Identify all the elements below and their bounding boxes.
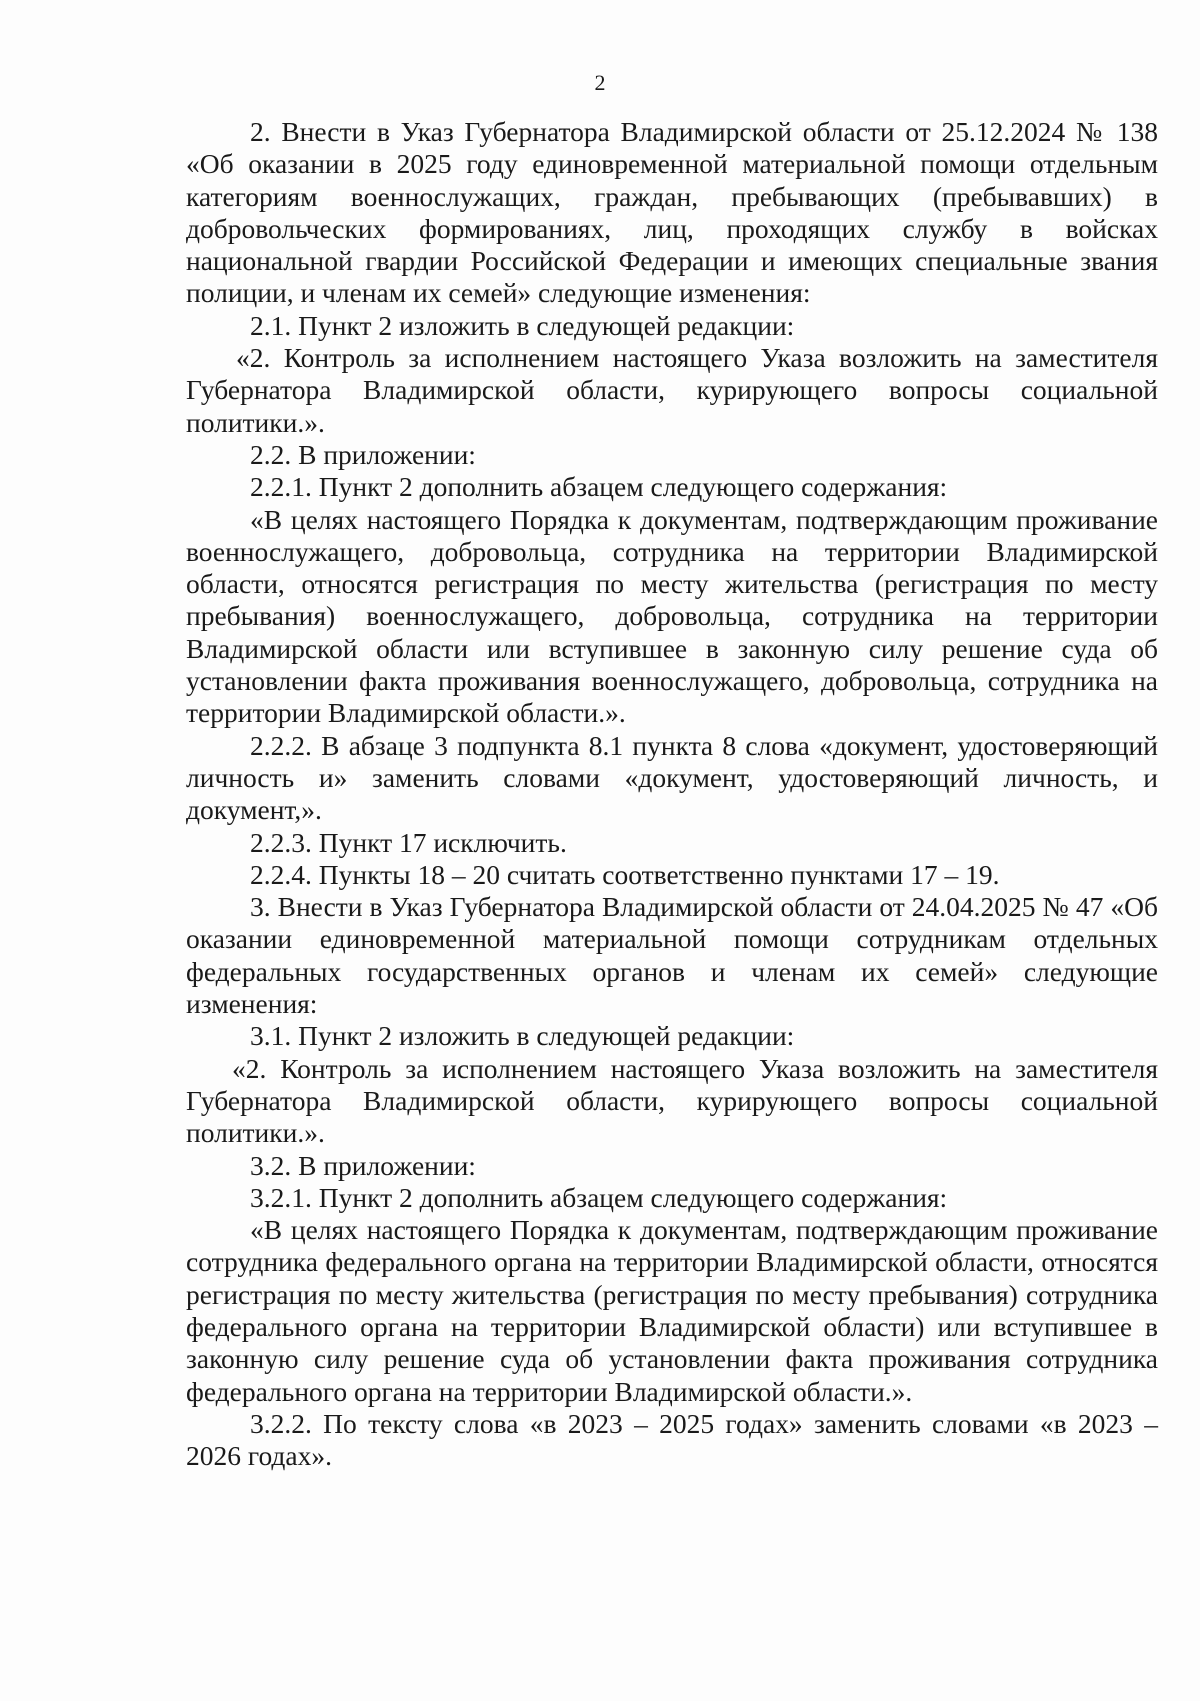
paragraph-section-2: 2. Внести в Указ Губернатора Владимирской области от 25.12.2024 № 138 «Об оказании в 2025 году единовременной материальной помощи отдельным категориям военнослужащих, граждан, пребывающих (пребывавших) в добровольческих формированиях, лиц, проходящих службу в войсках национальной гвардии Российской Федерации и имеющих специальные звания полиции, и членам их семей» следующие изменения: bbox=[186, 116, 1158, 309]
page-number: 2 bbox=[594, 70, 606, 95]
paragraph-2-1: 2.1. Пункт 2 изложить в следующей редакции: bbox=[250, 309, 795, 341]
document-body bbox=[186, 116, 1158, 1472]
paragraph-2-2-4: 2.2.4. Пункты 18 – 20 считать соответственно пунктами 17 – 19. bbox=[250, 858, 1000, 890]
paragraph-2-2-1: 2.2.1. Пункт 2 дополнить абзацем следующего содержания: bbox=[250, 471, 948, 503]
paragraph-2-2: 2.2. В приложении: bbox=[250, 438, 476, 470]
paragraph-2-2-1-quote: «В целях настоящего Порядка к документам, подтверждающим проживание военнослужащего, добровольца, сотрудника на территории Владимирской области, относятся регистрация по месту жительства (регистрация по месту пребывания) военнослужащего, добровольца, сотрудника на территории Владимирской области или вступившее в законную силу решение суда об установлении факта проживания военнослужащего, добровольца, сотрудника на территории Владимирской области.». bbox=[186, 503, 1158, 729]
paragraph-2-2-3: 2.2.3. Пункт 17 исключить. bbox=[250, 826, 567, 858]
paragraph-3-1-quote: «2. Контроль за исполнением настоящего Указа возложить на заместителя Губернатора Владимирской области, курирующего вопросы социальной политики.». bbox=[186, 1052, 1158, 1149]
paragraph-3-2: 3.2. В приложении: bbox=[250, 1149, 476, 1181]
paragraph-2-2-2: 2.2.2. В абзаце 3 подпункта 8.1 пункта 8 слова «документ, удостоверяющий личность и» заменить словами «документ, удостоверяющий личность, и документ,». bbox=[186, 729, 1158, 826]
paragraph-section-3: 3. Внести в Указ Губернатора Владимирской области от 24.04.2025 № 47 «Об оказании единовременной материальной помощи сотрудникам отдельных федеральных государственных органов и членам их семей» следующие изменения: bbox=[186, 891, 1158, 1020]
paragraph-3-2-2: 3.2.2. По тексту слова «в 2023 – 2025 годах» заменить словами «в 2023 – 2026 годах». bbox=[186, 1407, 1158, 1472]
paragraph-3-2-1: 3.2.1. Пункт 2 дополнить абзацем следующего содержания: bbox=[250, 1181, 948, 1213]
paragraph-3-1: 3.1. Пункт 2 изложить в следующей редакции: bbox=[250, 1020, 795, 1052]
paragraph-2-1-quote: «2. Контроль за исполнением настоящего Указа возложить на заместителя Губернатора Владимирской области, курирующего вопросы социальной политики.». bbox=[186, 342, 1158, 438]
paragraph-3-2-1-quote: «В целях настоящего Порядка к документам, подтверждающим проживание сотрудника федерального органа на территории Владимирской области, относятся регистрация по месту жительства (регистрация по месту пребывания) сотрудника федерального органа на территории Владимирской области) или вступившее в законную силу решение суда об установлении факта проживания сотрудника федерального органа на территории Владимирской области.». bbox=[186, 1214, 1158, 1407]
